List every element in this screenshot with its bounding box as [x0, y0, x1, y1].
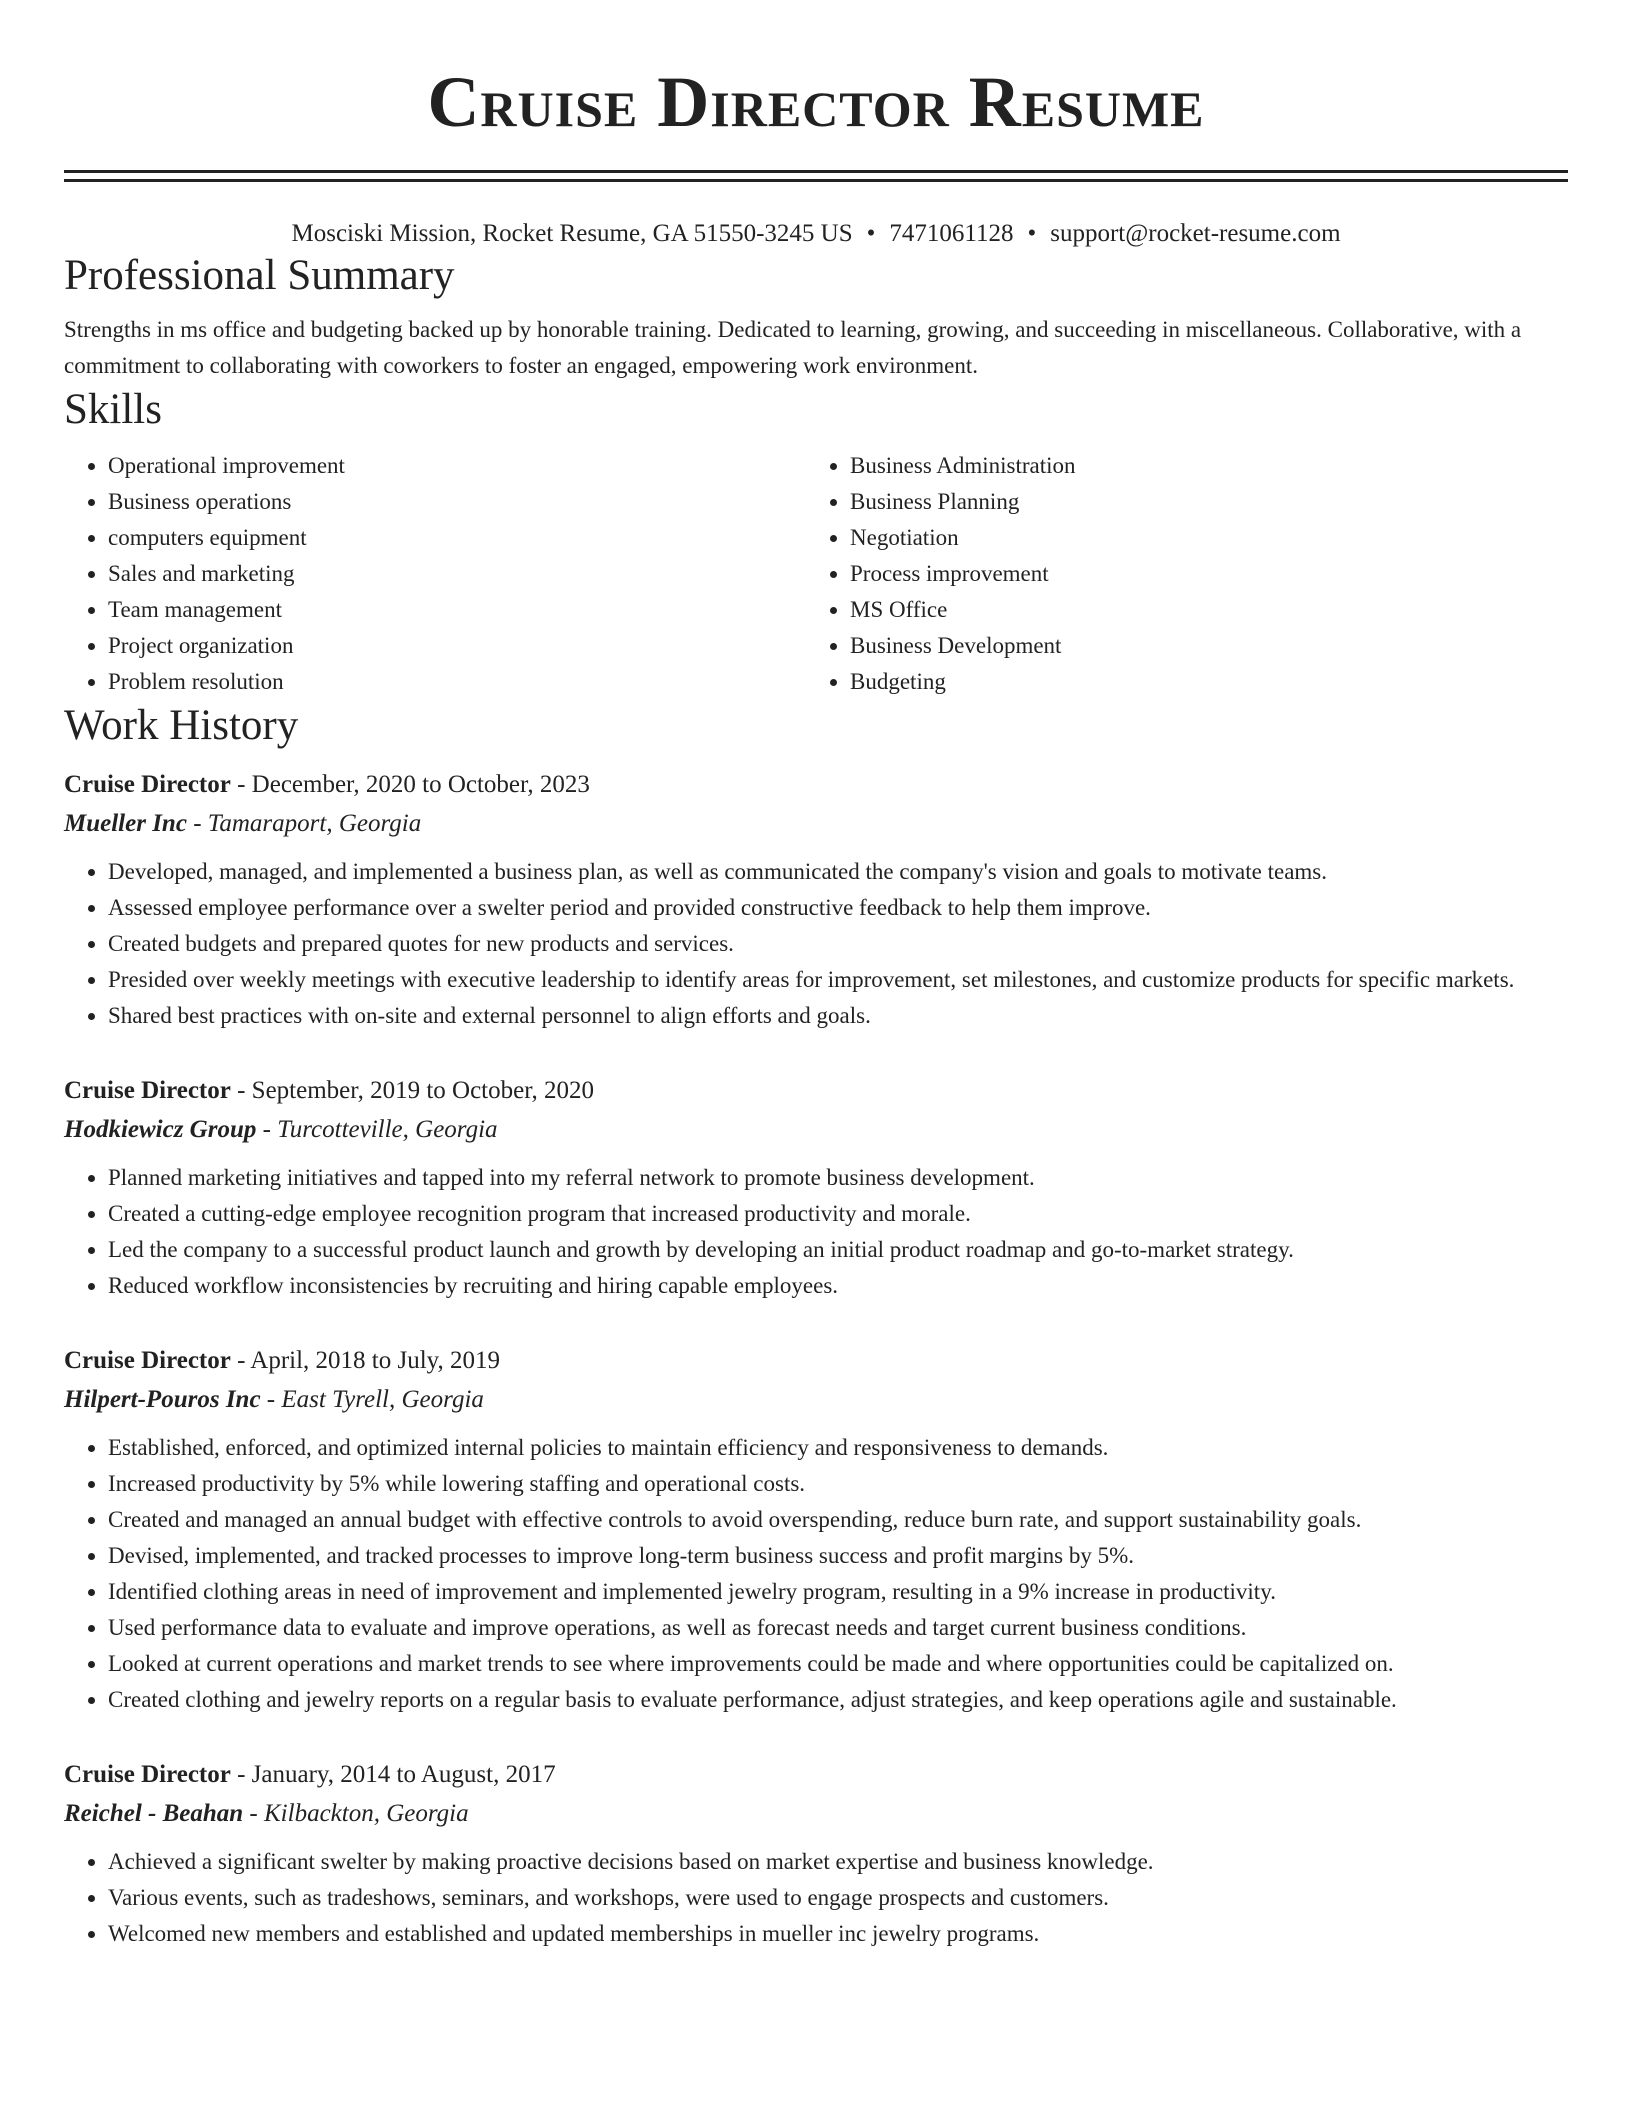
skills-column-left	[64, 448, 806, 700]
job-bullet: • Increased productivity by 5% while lowering staffing and operational costs.	[108, 1466, 1568, 1502]
job-company-line	[64, 1110, 1568, 1150]
job-bullet: • Planned marketing initiatives and tapped into my referral network to promote business development.	[108, 1160, 1568, 1196]
job-dates: - January, 2014 to August, 2017	[230, 1761, 556, 1788]
contact-address: Mosciski Mission, Rocket Resume, GA 51550-3245 US	[291, 220, 853, 247]
job-bullets	[64, 1844, 1568, 1952]
job-company: Reichel - Beahan	[64, 1800, 244, 1827]
job-title: Cruise Director	[64, 1077, 231, 1104]
skill-item: • Business Planning	[850, 484, 1548, 520]
job-location: - Turcotteville, Georgia	[256, 1116, 498, 1143]
skill-item: • Process improvement	[850, 556, 1548, 592]
work-history-heading: Work History	[64, 702, 299, 749]
job-location: - East Tyrell, Georgia	[260, 1386, 484, 1413]
job-location: - Tamaraport, Georgia	[186, 810, 422, 837]
contact-separator: •	[1027, 220, 1037, 247]
skill-item: • Budgeting	[850, 664, 1548, 700]
title-divider-top	[64, 170, 1568, 173]
title-divider-bottom	[64, 179, 1568, 182]
skill-item: • Negotiation	[850, 520, 1548, 556]
contact-phone: 7471061128	[889, 220, 1014, 247]
resume-title: Cruise Director Resume	[427, 62, 1205, 142]
job-bullet: • Achieved a significant swelter by making proactive decisions based on market expertise and business knowledge.	[108, 1844, 1568, 1880]
skill-item: • Sales and marketing	[108, 556, 806, 592]
contact-line	[64, 218, 1568, 250]
skill-item: • Team management	[108, 592, 806, 628]
job-company-line	[64, 1794, 1568, 1834]
job-bullet: • Developed, managed, and implemented a business plan, as well as communicated the company's vision and goals to motivate teams.	[108, 854, 1568, 890]
job-entry	[64, 1072, 1568, 1304]
job-bullet: • Presided over weekly meetings with executive leadership to identify areas for improvement, set milestones, and customize products for specific markets.	[108, 962, 1568, 998]
job-company-line	[64, 804, 1568, 844]
job-role-line	[64, 1342, 1568, 1380]
job-company: Hodkiewicz Group	[64, 1116, 257, 1143]
job-entry	[64, 1756, 1568, 1952]
summary-text: Strengths in ms office and budgeting backed up by honorable training. Dedicated to learning, growing, and succeeding in miscellaneous. Collaborative, with a commitment to collaborating with coworkers to foster an engaged, empowering work environment.	[64, 317, 1522, 378]
job-bullets	[64, 1430, 1568, 1718]
skill-item: • Business operations	[108, 484, 806, 520]
job-role-line	[64, 766, 1568, 804]
skills-list	[64, 448, 1568, 700]
job-entry	[64, 766, 1568, 1034]
job-bullet: • Created clothing and jewelry reports on a regular basis to evaluate performance, adjust strategies, and keep operations agile and sustainable.	[108, 1682, 1568, 1718]
job-role-line	[64, 1072, 1568, 1110]
job-bullet: • Devised, implemented, and tracked processes to improve long-term business success and profit margins by 5%.	[108, 1538, 1568, 1574]
job-company-line	[64, 1380, 1568, 1420]
job-entry	[64, 1342, 1568, 1718]
skill-item: • Operational improvement	[108, 448, 806, 484]
job-company: Hilpert-Pouros Inc	[64, 1386, 261, 1413]
job-title: Cruise Director	[64, 771, 231, 798]
job-bullet: • Established, enforced, and optimized internal policies to maintain efficiency and responsiveness to demands.	[108, 1430, 1568, 1466]
job-bullet: • Created a cutting-edge employee recognition program that increased productivity and morale.	[108, 1196, 1568, 1232]
job-bullet: • Welcomed new members and established and updated memberships in mueller inc jewelry programs.	[108, 1916, 1568, 1952]
skill-item: • Business Development	[850, 628, 1548, 664]
job-title: Cruise Director	[64, 1347, 231, 1374]
skills-column-right	[806, 448, 1548, 700]
job-company: Mueller Inc	[64, 810, 187, 837]
skill-item: • MS Office	[850, 592, 1548, 628]
job-bullet: • Shared best practices with on-site and external personnel to align efforts and goals.	[108, 998, 1568, 1034]
job-bullet: • Reduced workflow inconsistencies by recruiting and hiring capable employees.	[108, 1268, 1568, 1304]
job-dates: - December, 2020 to October, 2023	[230, 771, 590, 798]
job-bullet: • Created budgets and prepared quotes for new products and services.	[108, 926, 1568, 962]
job-bullet: • Created and managed an annual budget with effective controls to avoid overspending, reduce burn rate, and support sustainability goals.	[108, 1502, 1568, 1538]
job-location: - Kilbackton, Georgia	[243, 1800, 469, 1827]
summary-heading: Professional Summary	[64, 252, 455, 299]
skills-heading: Skills	[64, 386, 162, 433]
job-title: Cruise Director	[64, 1761, 231, 1788]
job-bullets	[64, 854, 1568, 1034]
skill-item: • Project organization	[108, 628, 806, 664]
job-dates: - April, 2018 to July, 2019	[230, 1347, 501, 1374]
skill-item: • Business Administration	[850, 448, 1548, 484]
job-bullets	[64, 1160, 1568, 1304]
job-bullet: • Identified clothing areas in need of improvement and implemented jewelry program, resulting in a 9% increase in productivity.	[108, 1574, 1568, 1610]
job-bullet: • Looked at current operations and market trends to see where improvements could be made and where opportunities could be capitalized on.	[108, 1646, 1568, 1682]
contact-separator: •	[866, 220, 876, 247]
job-bullet: • Various events, such as tradeshows, seminars, and workshops, were used to engage prospects and customers.	[108, 1880, 1568, 1916]
job-dates: - September, 2019 to October, 2020	[230, 1077, 595, 1104]
job-bullet: • Led the company to a successful product launch and growth by developing an initial product roadmap and go-to-market strategy.	[108, 1232, 1568, 1268]
skill-item: • Problem resolution	[108, 664, 806, 700]
skill-item: • computers equipment	[108, 520, 806, 556]
job-role-line	[64, 1756, 1568, 1794]
job-bullet: • Used performance data to evaluate and improve operations, as well as forecast needs and target current business conditions.	[108, 1610, 1568, 1646]
contact-email[interactable]: support@rocket-resume.com	[1050, 220, 1341, 247]
job-bullet: • Assessed employee performance over a swelter period and provided constructive feedback to help them improve.	[108, 890, 1568, 926]
